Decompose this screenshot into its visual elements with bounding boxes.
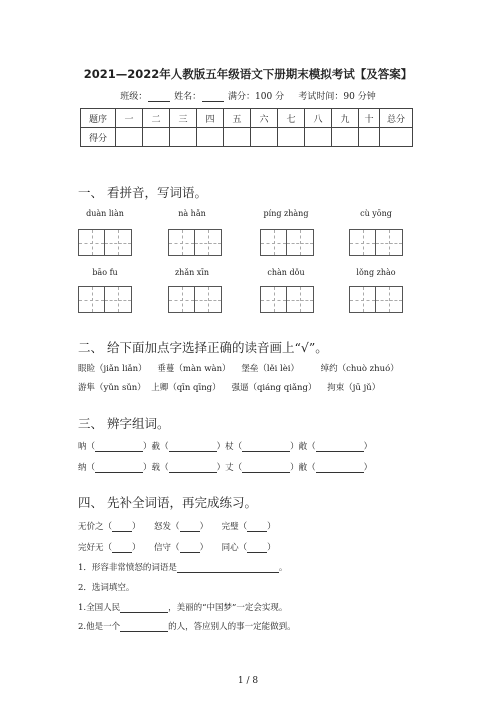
name-label: 姓名： [174,92,202,102]
char-group-line-2: 纳（ ）载（ ）丈（ ）敝（ ） [78,463,373,473]
section-1-heading: 一、 看拼音，写词语。 [78,185,207,200]
score-cell[interactable] [359,128,380,147]
answer-blank[interactable] [177,563,279,573]
section-2-heading: 二、 给下面加点字选择正确的读音画上“√”。 [78,340,328,355]
char: 纳 [78,463,87,473]
class-label: 班级： [120,92,148,102]
full-score: 满分：100 分 [228,92,285,102]
answer-blank[interactable] [169,463,217,473]
answer-blank[interactable] [112,543,132,553]
page-number: 1 / 8 [237,676,259,686]
idiom-part: ） [199,522,209,532]
score-header-cell: 五 [224,109,251,128]
idiom-part: 同心（ [221,543,248,553]
answer-blank[interactable] [95,442,143,452]
score-cell[interactable] [224,128,251,147]
section-3-heading: 三、 辨字组词。 [78,416,170,431]
idiom-part: 无价之（ [78,522,113,532]
score-header-cell: 总分 [380,109,413,128]
idiom-part: ） [267,543,276,553]
idiom-line-1 [78,520,276,532]
tianzige-box[interactable] [168,286,222,313]
score-header-cell: 六 [251,109,278,128]
idiom-part: ） [199,543,209,553]
word: 拘束 [327,383,345,393]
question-1 [78,561,287,573]
score-table [80,108,413,147]
score-cell[interactable] [251,128,278,147]
word: 堡垒 [241,364,259,374]
section-4-heading: 四、 先补全词语，再完成练习。 [78,495,257,510]
char: 敝 [298,463,308,473]
char: 丈 [225,463,234,473]
idiom-part: 完好无（ [78,543,113,553]
idiom-part: ） [132,522,141,532]
pinyin-options[interactable]: （chuò zhuó） [337,364,399,374]
score-header-cell: 二 [143,109,170,128]
name-blank[interactable] [202,92,224,102]
pinyin-label: zhǎn xīn [174,268,210,277]
score-header-cell: 七 [278,109,305,128]
idiom-part: 怒发（ [154,522,180,532]
page-title: 2021—2022年人教版五年级语文下册期末模拟考试【及答案】 [83,67,413,81]
answer-blank[interactable] [247,543,267,553]
answer-blank[interactable] [112,522,132,532]
tianzige-box[interactable] [349,229,403,256]
answer-blank[interactable] [180,543,200,553]
char: 敞 [298,442,308,452]
score-cell[interactable] [170,128,197,147]
char-group-line-1: 呐（ ）截（ ）杖（ ）敞（ ） [78,442,373,452]
answer-blank[interactable] [247,522,267,532]
score-cell[interactable] [305,128,332,147]
idiom-part: 信守（ [154,543,180,553]
answer-blank[interactable] [120,603,168,613]
tianzige-box[interactable] [260,229,314,256]
question-text: 2.他是一个 [78,622,121,632]
score-cell[interactable] [116,128,143,147]
tianzige-box[interactable] [168,229,222,256]
word: 垂蔓 [157,364,175,374]
score-header-cell: 八 [305,109,332,128]
pinyin-options[interactable]: （jiǎn liǎn） [95,364,147,374]
pinyin-label: píng zhàng [263,209,309,218]
class-blank[interactable] [148,92,170,102]
score-header-cell: 十 [359,109,380,128]
word: 强逼 [231,383,249,393]
pinyin-label: cù yōng [360,209,392,218]
pinyin-label: nà hǎn [178,209,206,218]
score-header-cell: 三 [170,109,197,128]
answer-blank[interactable] [169,442,217,452]
idiom-part: 完璧（ [221,522,248,532]
char: 呐 [78,442,87,452]
pinyin-options[interactable]: （qiáng qiǎng） [248,383,317,393]
char: 截 [151,442,161,452]
score-header-cell: 题序 [81,109,116,128]
answer-blank[interactable] [95,463,143,473]
pinyin-label: lǒng zhào [356,268,396,277]
fill-line-2 [78,620,296,632]
word: 游隼 [78,383,96,393]
score-cell[interactable] [143,128,170,147]
pinyin-options[interactable]: （yǔn sǔn） [95,383,146,393]
pinyin-label: chàn dǒu [267,268,305,277]
idiom-part: ） [267,522,276,532]
question-2: 2．选词填空。 [78,583,135,593]
question-text: 1.全国人民 [78,603,121,613]
pinyin-options[interactable]: （qīn qīng） [168,383,221,393]
score-cell[interactable] [278,128,305,147]
idiom-line-2 [78,541,276,553]
answer-blank[interactable] [242,442,290,452]
question-text: ，美丽的“中国梦”一定会实现。 [168,603,288,613]
score-header-row [81,109,413,128]
word: 绰约 [320,364,338,374]
char: 杖 [225,442,234,452]
question-text: 1．形容非常愤怒的词语是 [78,563,177,573]
word: 眼睑 [78,364,96,374]
answer-blank[interactable] [316,442,364,452]
answer-blank[interactable] [120,622,168,632]
exam-info [0,89,496,102]
answer-blank[interactable] [316,463,364,473]
score-cell[interactable] [332,128,359,147]
pinyin-label: duàn liàn [86,209,124,218]
question-text: 。 [278,563,288,573]
idiom-part: ） [132,543,141,553]
fill-line-1 [78,601,287,613]
pinyin-options[interactable]: （màn wàn） [174,364,231,374]
exam-time: 考试时间：90 分钟 [298,92,376,102]
word: 上卿 [151,383,169,393]
pinyin-label: bāo fu [92,268,118,277]
tianzige-box[interactable] [260,286,314,313]
answer-blank[interactable] [242,463,290,473]
score-header-cell: 一 [116,109,143,128]
score-row-label: 得分 [81,128,116,147]
score-row [81,128,413,147]
pinyin-options[interactable]: （lěi lèi） [258,364,300,374]
tianzige-box[interactable] [78,229,132,256]
score-cell[interactable] [380,128,413,147]
char: 载 [151,463,161,473]
answer-blank[interactable] [180,522,200,532]
reading-line-2 [78,381,380,393]
score-header-cell: 四 [197,109,224,128]
score-cell[interactable] [197,128,224,147]
question-text: 的人，答应别人的事一定能做到。 [168,622,296,632]
tianzige-box[interactable] [349,286,403,313]
score-header-cell: 九 [332,109,359,128]
tianzige-box[interactable] [78,286,132,313]
reading-line-1 [78,362,399,374]
pinyin-options[interactable]: （jū jǔ） [344,383,381,393]
